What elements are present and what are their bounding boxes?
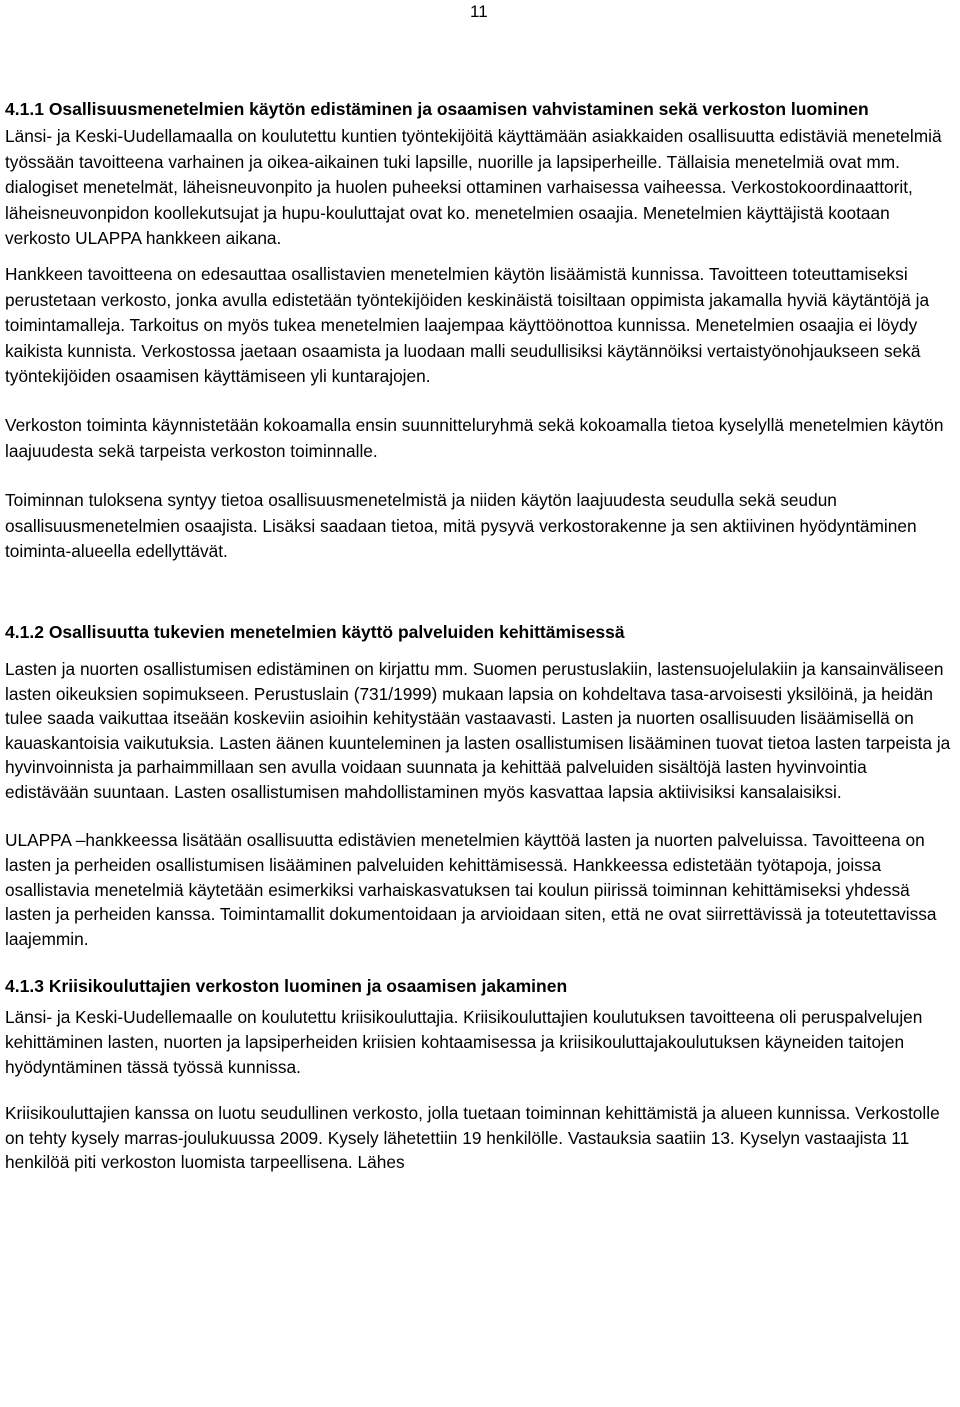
paragraph: Länsi- ja Keski-Uudellemaalle on koulutettu kriisikouluttajia. Kriisikouluttajien koulutuksen tavoitteena oli peruspalvelujen kehittäminen lasten, nuorten ja lapsiperheiden kriisien kohtaamisessa ja kriisikouluttajakoulutuksen käyneiden taitojen hyödyntäminen tässä työssä kunnissa. [5,1007,923,1077]
section-number: 4.1.2 [5,621,44,642]
section-number: 4.1.1 [5,99,44,119]
section-heading [5,973,955,999]
paragraph: Hankkeen tavoitteena on edesauttaa osallistavien menetelmien käytön lisäämistä kunnissa. Tavoitteen toteuttamiseksi perustetaan verkosto, jonka avulla edistetään työntekijöiden keskinäistä toisiltaan oppimista jakamalla hyviä käytäntöjä ja toimintamalleja. Tarkoitus on myös tukea menetelmien laajempaa käyttöönottoa kunnissa. Menetelmien osaajia ei löydy kaikista kunnista. Verkostossa jaetaan osaamista ja luodaan malli seudullisiksi käytännöiksi vertaistyönohjaukseen sekä työntekijöiden osaamisen käyttämiseen yli kuntarajojen. [5,263,930,387]
section-title: Osallisuutta tukevien menetelmien käyttö palveluiden kehittämisessä [48,621,625,642]
section-title: Osallisuusmenetelmien käytön edistäminen ja osaamisen vahvistaminen sekä verkoston luominen [48,99,869,119]
paragraph: Kriisikouluttajien kanssa on luotu seudullinen verkosto, jolla tuetaan toiminnan kehittämistä ja alueen kunnissa. Verkostolle on tehty kysely marras-joulukuussa 2009. Kysely lähetettiin 19 henkilölle. Vastauksia saatiin 13. Kyselyn vastaajista 11 henkilöä piti verkoston luomista tarpeellisena. Lähes [5,1103,940,1173]
paragraph: Lasten ja nuorten osallistumisen edistäminen on kirjattu mm. Suomen perustuslakiin, lastensuojelulakiin ja kansainväliseen lasten oikeuksien sopimukseen. Perustuslain (731/1999) mukaan lapsia on kohdeltava tasa-arvoisesti yksilöinä, ja heidän tulee saada vaikuttaa itseään koskeviin asioihin kehitystään vastaavasti. Lasten ja nuorten osallisuuden lisäämisellä on kauaskantoisia vaikutuksia. Lasten äänen kuunteleminen ja lasten osallistumisen lisääminen tuovat tietoa lasten tarpeista ja hyvinvoinnista ja parhaimmillaan sen avulla voidaan suunnata ja kehittää palveluiden sisältöjä lasten hyvinvointia edistävään suuntaan. Lasten osallistumisen mahdollistaminen myös kasvattaa lapsia aktiivisiksi kansalaisiksi. [5,658,951,802]
section-title: Kriisikouluttajien verkoston luominen ja osaamisen jakaminen [48,976,568,997]
section-heading [5,619,955,645]
paragraph: ULAPPA –hankkeessa lisätään osallisuutta edistävien menetelmien käyttöä lasten ja nuorten palveluissa. Tavoitteena on lasten ja perheiden osallistumisen lisääminen palveluiden kehittämisessä. Hankkeessa edistetään työtapoja, joissa osallistavia menetelmiä käytetään esimerkiksi varhaiskasvatuksen tai koulun piirissä toiminnan kehittämiseksi yhdessä lasten ja perheiden kanssa. Toimintamallit dokumentoidaan ja arvioidaan siten, että ne ovat siirrettävissä ja toteutettavissa laajemmin. [5,830,937,949]
paragraph: Länsi- ja Keski-Uudellamaalla on koulutettu kuntien työntekijöitä käyttämään asiakkaiden osallisuutta edistäviä menetelmiä työssään tavoitteena varhainen ja oikea-aikainen tuki lapsille, nuorille ja lapsiperheille. Tällaisia menetelmiä ovat mm. dialogiset menetelmät, läheisneuvonpito ja huolen puheeksi ottaminen varhaisessa vaiheessa. Verkostokoordinaattorit, läheisneuvonpidon koollekutsujat ja hupu-kouluttajat ovat ko. menetelmien osaajia. Menetelmien käyttäjistä kootaan verkosto ULAPPA hankkeen aikana. [5,126,942,249]
section-number: 4.1.3 [5,976,44,997]
section-heading [5,96,955,122]
paragraph: Verkoston toiminta käynnistetään kokoamalla ensin suunnitteluryhmä sekä kokoamalla tietoa kyselyllä menetelmien käytön laajuudesta sekä tarpeista verkoston toiminnalle. [5,414,944,461]
document-body [5,96,955,1175]
paragraph: Toiminnan tuloksena syntyy tietoa osallisuusmenetelmistä ja niiden käytön laajuudesta seudulla sekä seudun osallisuusmenetelmien osaajista. Lisäksi saadaan tietoa, mitä pysyvä verkostorakenne ja sen aktiivinen hyödyntäminen toiminta-alueella edellyttävät. [5,490,917,562]
page-number: 11 [470,2,488,21]
